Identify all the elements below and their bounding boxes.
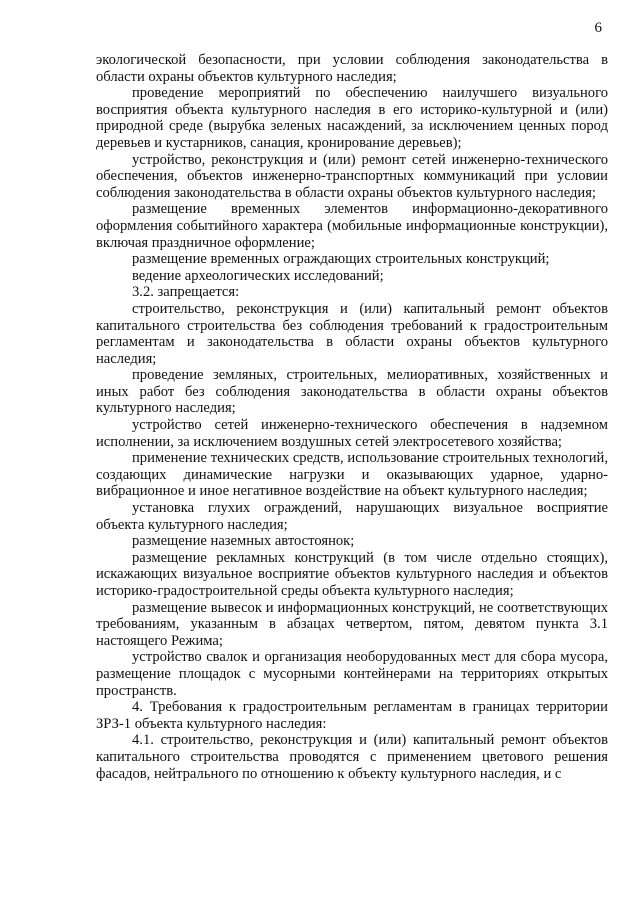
paragraph: 4.1. строительство, реконструкция и (или) капитальный ремонт объектов капитального строительства проводятся с применением цветового решения фасадов, нейтрального по отношению к объекту культурного наследия, и с [96,732,608,782]
page-number: 6 [594,20,602,36]
paragraph: проведение земляных, строительных, мелиоративных, хозяйственных и иных работ без соблюдения законодательства в области охраны объектов культурного наследия; [96,367,608,417]
paragraph: проведение мероприятий по обеспечению наилучшего визуального восприятия объекта культурного наследия в его историко-культурной и (или) природной среде (вырубка зеленых насаждений, за исключением ценных пород деревьев и кустарников, санация, кронирование деревьев); [96,85,608,151]
paragraph: применение технических средств, использование строительных технологий, создающих динамические нагрузки и оказывающих ударное, ударно-вибрационное и иное негативное воздействие на объект культурного наследия; [96,450,608,500]
section-heading: 4. Требования к градостроительным регламентам в границах территории ЗРЗ-1 объекта культурного наследия: [96,699,608,732]
paragraph: размещение рекламных конструкций (в том числе отдельно стоящих), искажающих визуальное восприятие объектов культурного наследия и объектов историко-градостроительной среды объекта культурного наследия; [96,549,608,599]
paragraph: установка глухих ограждений, нарушающих визуальное восприятие объекта культурного наследия; [96,500,608,533]
paragraph: размещение временных ограждающих строительных конструкций; [132,251,550,268]
paragraph: устройство, реконструкция и (или) ремонт сетей инженерно-технического обеспечения, объектов инженерно-транспортных коммуникаций при условии соблюдения законодательства в области охраны объектов культурного наследия; [96,151,608,201]
paragraph: устройство свалок и организация необорудованных мест для сбора мусора, размещение площадок с мусорными контейнерами на территориях открытых пространств. [96,649,608,699]
paragraph: устройство сетей инженерно-технического обеспечения в надземном исполнении, за исключением воздушных сетей электросетевого хозяйства; [96,417,608,450]
section-heading: 3.2. запрещается: [132,284,240,301]
paragraph: экологической безопасности, при условии соблюдения законодательства в области охраны объектов культурного наследия; [96,52,608,85]
paragraph: ведение археологических исследований; [132,267,384,284]
paragraph: строительство, реконструкция и (или) капитальный ремонт объектов капитального строительства без соблюдения требований к градостроительным регламентам и законодательства в области охраны объектов культурного наследия; [96,300,608,367]
paragraph: размещение вывесок и информационных конструкций, не соответствующих требованиям, указанным в абзацах четвертом, пятом, девятом пункта 3.1 настоящего Режима; [96,599,608,649]
paragraph: размещение наземных автостоянок; [132,533,355,550]
paragraph: размещение временных элементов информационно-декоративного оформления событийного характера (мобильные информационные конструкции), включая праздничное оформление; [96,201,608,251]
document-body [96,52,608,782]
